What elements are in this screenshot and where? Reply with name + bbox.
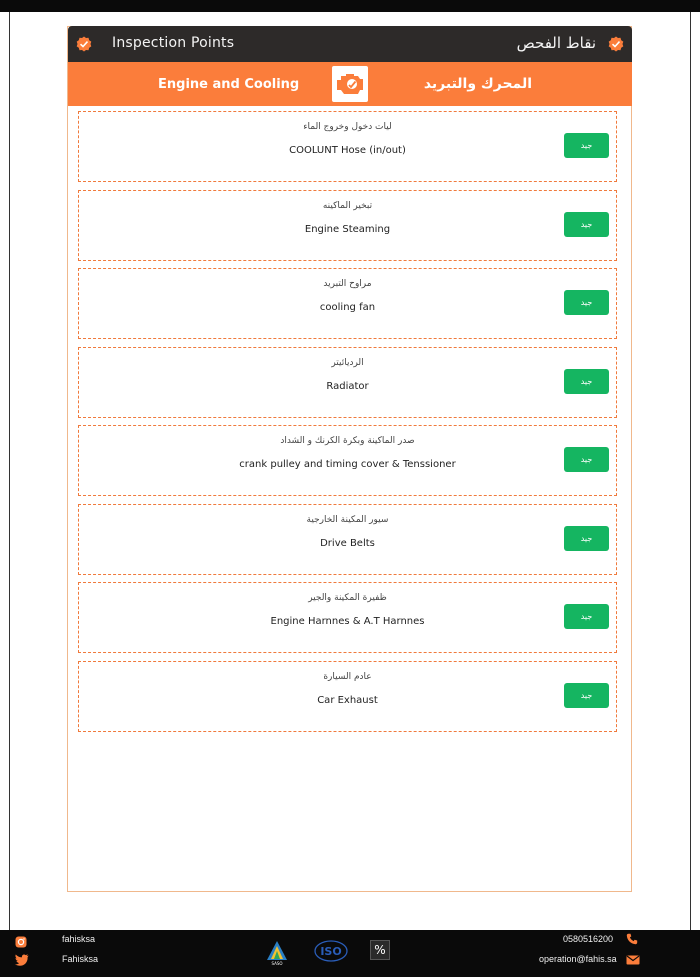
inspection-item — [78, 425, 617, 496]
item-label-ar: مراوح التبريد — [323, 279, 372, 289]
instagram-icon[interactable] — [15, 936, 27, 948]
inspection-item — [78, 582, 617, 653]
saso-logo — [266, 940, 288, 966]
inspection-header — [68, 26, 632, 62]
phone-icon[interactable] — [626, 933, 638, 945]
status-good-button[interactable]: جيد — [564, 369, 609, 394]
status-good-button[interactable]: جيد — [564, 604, 609, 629]
inspection-item — [78, 347, 617, 418]
inspection-item — [78, 190, 617, 261]
item-label-ar: ليات دخول وخروج الماء — [303, 122, 392, 132]
svg-text:SASO: SASO — [271, 961, 283, 966]
page-border-left — [9, 12, 10, 930]
status-good-button[interactable]: جيد — [564, 212, 609, 237]
item-label-en: Radiator — [326, 381, 369, 392]
item-label-ar: تبخير الماكينه — [322, 201, 373, 211]
percent-logo: % — [370, 940, 390, 960]
item-label-en: Engine Steaming — [304, 224, 391, 235]
status-good-button[interactable]: جيد — [564, 133, 609, 158]
section-title-en: Engine and Cooling — [158, 77, 300, 92]
item-label-en: Engine Harnnes & A.T Harnnes — [270, 616, 425, 627]
inspection-item — [78, 268, 617, 339]
iso-logo — [314, 940, 348, 962]
status-good-button[interactable]: جيد — [564, 290, 609, 315]
svg-text:ISO: ISO — [320, 945, 342, 958]
item-label-en: COOLUNT Hose (in/out) — [289, 145, 406, 156]
inspection-item — [78, 661, 617, 732]
status-good-button[interactable]: جيد — [564, 526, 609, 551]
twitter-icon[interactable] — [15, 954, 29, 966]
page-border-right — [690, 12, 691, 930]
top-bar — [0, 0, 700, 12]
status-good-button[interactable]: جيد — [564, 447, 609, 472]
twitter-handle[interactable]: Fahisksa — [62, 954, 99, 964]
item-label-ar: صدر الماكينة وبكرة الكرنك و الشداد — [280, 436, 415, 446]
section-engine-cooling — [68, 62, 632, 106]
check-badge-icon — [608, 36, 624, 52]
email-address[interactable]: operation@fahis.sa — [539, 954, 617, 964]
item-label-en: cooling fan — [319, 302, 376, 313]
item-label-ar: سيور المكينة الخارجية — [306, 515, 389, 525]
item-label-en: Car Exhaust — [317, 695, 378, 706]
section-title-ar: المحرك والتبريد — [423, 76, 532, 92]
header-title-ar: نقاط الفحص — [516, 34, 596, 52]
inspection-item — [78, 504, 617, 575]
item-label-ar: الرديائيتر — [331, 358, 364, 368]
header-title-en: Inspection Points — [112, 35, 235, 51]
status-good-button[interactable]: جيد — [564, 683, 609, 708]
instagram-handle[interactable]: fahisksa — [62, 934, 96, 944]
phone-number[interactable]: 0580516200 — [563, 934, 614, 944]
item-label-en: Drive Belts — [320, 538, 375, 549]
item-label-ar: عادم السيارة — [323, 672, 372, 682]
footer — [0, 930, 700, 977]
check-badge-icon — [76, 36, 92, 52]
engine-check-icon — [332, 66, 368, 102]
email-icon[interactable] — [626, 955, 640, 965]
item-label-en: crank pulley and timing cover & Tenssioner — [239, 459, 456, 470]
inspection-item — [78, 111, 617, 182]
item-label-ar: ظفيرة المكينة والجير — [308, 593, 387, 603]
